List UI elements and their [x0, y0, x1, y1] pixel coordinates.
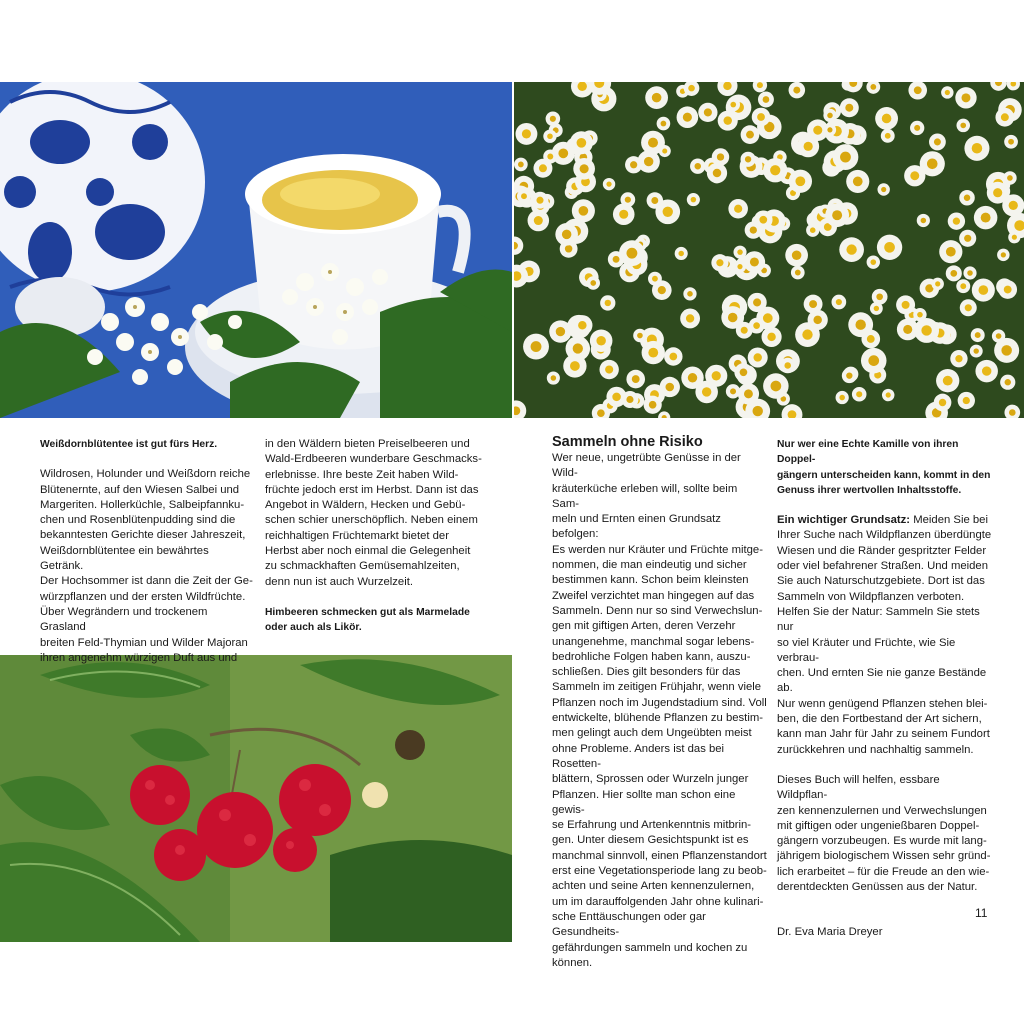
text-line: oder viel befahrener Straßen. Und meiden — [777, 560, 988, 573]
text-line: gängern vorzubeugen. Es wurde mit lang- — [777, 835, 987, 848]
caption-line: Nur wer eine Echte Kamille von ihren Doppel- — [777, 439, 959, 466]
caption-line: Himbeeren schmecken gut als Marmelade — [265, 606, 470, 618]
text-line: chen. Und ernten Sie nie ganze Bestände ab. — [777, 667, 987, 695]
page-number: 11 — [975, 906, 988, 920]
text-line: nommen, die man eindeutig und sicher — [552, 559, 747, 572]
text-line: schließen. Dies gilt besonders für das — [552, 666, 741, 679]
text-line: gefährdungen sammeln und kochen zu — [552, 941, 748, 954]
text-line: Nur wenn genügend Pflanzen stehen blei- — [777, 697, 988, 710]
text-line: Weißdornblütentee ein bewährtes Getränk. — [40, 544, 209, 573]
closing-text — [777, 773, 992, 895]
text-line: reichhaltigen Früchtemarkt bietet der — [265, 529, 449, 542]
grundsatz-lead: Ein wichtiger Grundsatz: — [777, 514, 911, 527]
text-line: gen mit giftigen Arten, deren Verzehr — [552, 620, 736, 633]
text-line: Der Hochsommer ist dann die Zeit der Ge- — [40, 575, 253, 588]
text-line: denn nun ist auch Wurzelzeit. — [265, 575, 413, 588]
text-line: breiten Feld-Thymian und Wilder Majoran — [40, 636, 248, 649]
right-column — [777, 437, 992, 941]
text-line: Helfen Sie der Natur: Sammeln Sie stets nur — [777, 605, 980, 634]
text-line: Es werden nur Kräuter und Früchte mitge- — [552, 543, 763, 556]
left-body-text — [40, 467, 255, 666]
text-line: zen kennenzulernen und Verwechslungen — [777, 804, 987, 817]
tea-photo — [0, 82, 512, 418]
raspberry-caption — [265, 605, 495, 636]
text-line: manchmal sinnvoll, einen Pflanzenstandort — [552, 849, 767, 862]
caption-line: gängern unterscheiden kann, kommt in den — [777, 469, 991, 481]
text-line: sche Enttäuschungen oder gar Gesundheits- — [552, 910, 706, 939]
text-line: würzpflanzen und der ersten Wildfrüchte. — [40, 590, 246, 603]
text-line: men gelingt auch dem Ungeübten meist — [552, 727, 752, 740]
caption-line: oder auch als Likör. — [265, 622, 362, 634]
text-line: können. — [552, 956, 593, 969]
text-line: schen schier unerschöpflich. Neben einem — [265, 514, 478, 527]
text-line: um im darauffolgenden Jahr ohne kulinari- — [552, 895, 764, 908]
text-line: Margeriten. Hollerküchle, Salbeipfannku- — [40, 498, 245, 511]
chamomile-caption — [777, 437, 992, 498]
text-line: achten und seine Arten kennenzulernen, — [552, 880, 755, 893]
text-line: Sammeln. Denn nur so sind Verwechslun- — [552, 604, 763, 617]
text-line: Über Wegrändern und trockenem Grasland — [40, 605, 208, 634]
text-line: Dieses Buch will helfen, essbare Wildpflan- — [777, 773, 940, 802]
text-line: Wer neue, ungetrübte Genüsse in der Wild- — [552, 452, 741, 480]
text-line: kann man Jahr für Jahr zu seinem Fundort — [777, 728, 990, 741]
text-line: lich erarbeitet – für die Freude an den wie- — [777, 865, 990, 878]
text-line: Pflanzen noch im Jugendstadium sind. Voll — [552, 696, 767, 709]
text-line: gen. Unter diesem Gesichtspunkt ist es — [552, 834, 749, 847]
text-line: Wildrosen, Holunder und Weißdorn reiche — [40, 468, 251, 481]
text-line: mit giftigen oder ungenießbaren Doppel- — [777, 819, 980, 832]
text-line: bekanntesten Gerichte dieser Jahreszeit, — [40, 529, 246, 542]
text-line: unangenehme, manchmal sogar lebens- — [552, 635, 755, 648]
text-line: Ihrer Suche nach Wildpflanzen überdüngte — [777, 529, 992, 542]
middle-column — [265, 437, 495, 636]
caption-line: Genuss ihrer wertvollen Inhaltsstoffe. — [777, 484, 962, 496]
text-line: derentdeckten Genüssen aus der Natur. — [777, 881, 978, 894]
text-line: Blütenernte, auf den Wiesen Salbei und — [40, 483, 240, 496]
text-line: kräuterküche erleben will, sollte beim Sam- — [552, 482, 738, 510]
raspberry-photo — [0, 655, 512, 942]
text-line: Herbst aber noch einmal die Gelegenheit — [265, 545, 471, 558]
middle-body-text — [265, 437, 495, 590]
article-title: Sammeln ohne Risiko — [552, 434, 703, 450]
text-line: in den Wäldern bieten Preiselbeeren und — [265, 438, 470, 450]
text-line: chen und Rosenblütenpudding sind die — [40, 514, 236, 527]
grundsatz-first-line — [777, 513, 992, 528]
left-column — [40, 437, 255, 666]
text-line: Sammeln von Wildpflanzen verboten. — [777, 590, 965, 603]
text-line: zu schmackhaften Gemüsemahlzeiten, — [265, 560, 460, 573]
text-line: jährigem biologischem Wissen sehr gründ- — [777, 850, 991, 863]
text-line: ohne Probleme. Anders ist das bei Rosetten- — [552, 742, 725, 770]
text-line: erst eine Vegetationsperiode lang zu beob- — [552, 865, 767, 878]
text-line: Angebot in Wäldern, Hecken und Gebü- — [265, 499, 466, 512]
text-line: so viel Kräuter und Früchte, wie Sie verbrau- — [777, 636, 956, 664]
text-line: Pflanzen. Hier sollte man schon eine gewis- — [552, 788, 736, 816]
text-line: Sammeln im zeitigen Frühjahr, wenn viele — [552, 681, 762, 694]
text-line: blättern, Sprossen oder Wurzeln junger — [552, 773, 749, 786]
text-line: zurückkehren und nachhaltig sammeln. — [777, 743, 974, 756]
tea-caption: Weißdornblütentee ist gut fürs Herz. — [40, 439, 218, 450]
grundsatz-text — [777, 528, 992, 757]
article-body-text — [552, 451, 767, 971]
text-line: ihren angenehm würzigen Duft aus und — [40, 651, 238, 664]
article-column — [552, 434, 767, 971]
text-line: se Erfahrung und Artenkenntnis mitbrin- — [552, 819, 752, 832]
text-line: Wald-Erdbeeren wunderbare Geschmacks- — [265, 453, 482, 466]
text-line: bedrohliche Folgen haben kann, auszu- — [552, 650, 751, 663]
grundsatz-first-line-rest: Meiden Sie bei — [910, 514, 988, 527]
text-line: bestimmen kann. Schon beim kleinsten — [552, 574, 749, 587]
text-line: Wiesen und die Ränder gespritzter Felder — [777, 544, 987, 557]
chamomile-photo — [514, 82, 1024, 418]
text-line: früchte jedoch erst im Herbst. Dann ist das — [265, 483, 479, 496]
author-signature: Dr. Eva Maria Dreyer — [777, 926, 883, 939]
text-line: meln und Ernten einen Grundsatz befolgen: — [552, 513, 721, 541]
text-line: entwickelte, blühende Pflanzen zu bestim- — [552, 712, 763, 725]
text-line: Zweifel verzichtet man hingegen auf das — [552, 589, 755, 602]
text-line: Sie auch Naturschutzgebiete. Dort ist das — [777, 575, 985, 588]
text-line: erlebnisse. Ihre beste Zeit haben Wild- — [265, 468, 459, 481]
text-line: ben, die den Fortbestand der Art sichern, — [777, 713, 982, 726]
